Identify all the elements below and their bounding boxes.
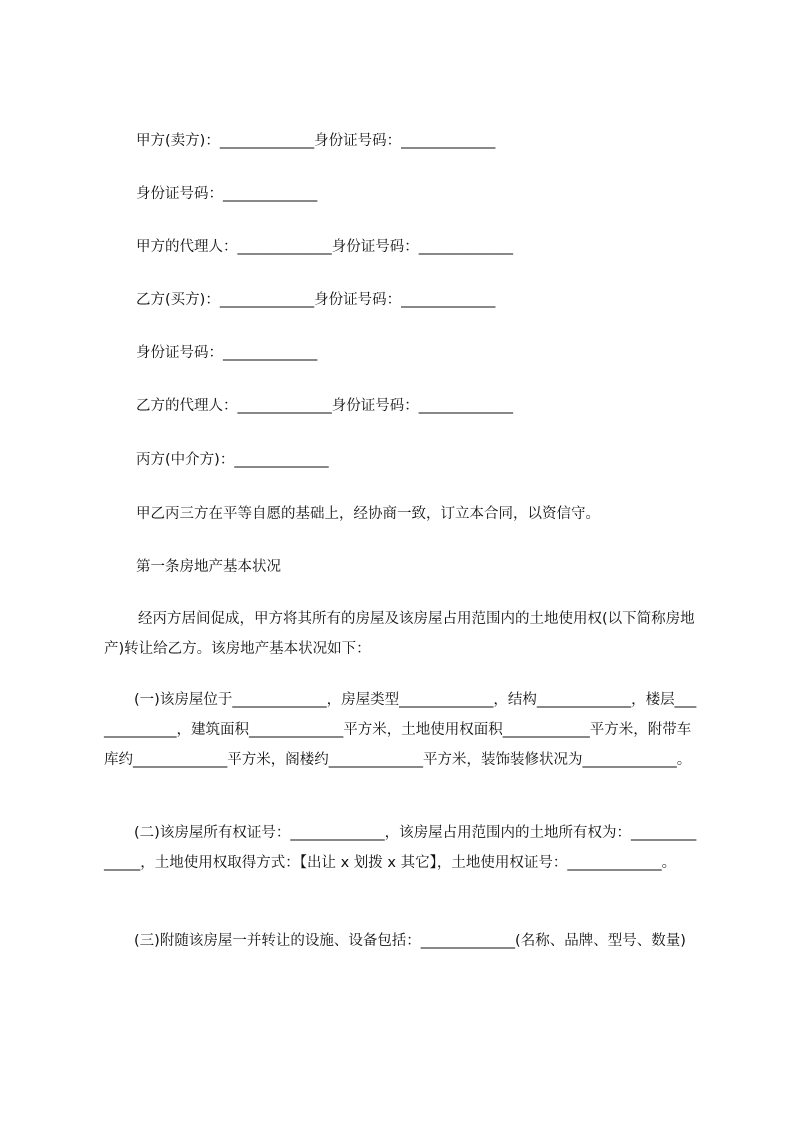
party-a-line: 甲方(卖方)：_____________身份证号码：_____________ — [136, 133, 496, 149]
item-3-paragraph: (三)附随该房屋一并转让的设施、设备包括：_____________(名称、品牌、型号、数量) — [134, 933, 686, 949]
item-1-paragraph: (一)该房屋位于_____________，房屋类型_____________，结构_____________，楼层_____________，建筑面积_____________平方米，土地使用权面积____________平方米，附带车库约_____________平方米，阁楼约_____________平方米，装饰装修状况为_____________。 — [104, 692, 697, 768]
item-2-paragraph: (二)该房屋所有权证号：_____________，该房屋占用范围内的土地所有权为：______________，土地使用权取得方式：【出让 x 划拨 x 其它】，土地使用权证号：_____________。 — [104, 825, 697, 871]
party-a-agent-line: 甲方的代理人：_____________身份证号码：_____________ — [136, 239, 513, 255]
party-b-id-line: 身份证号码：_____________ — [136, 345, 318, 361]
party-a-id-line: 身份证号码：_____________ — [136, 186, 318, 202]
intro-text: 甲乙丙三方在平等自愿的基础上，经协商一致，订立本合同，以资信守。 — [136, 506, 600, 522]
article-title: 第一条房地产基本状况 — [136, 559, 281, 575]
party-b-agent-line: 乙方的代理人：_____________身份证号码：_____________ — [136, 398, 513, 414]
article-paragraph: 经丙方居间促成，甲方将其所有的房屋及该房屋占用范围内的土地使用权(以下简称房地产)转让给乙方。该房地产基本状况如下： — [104, 611, 695, 657]
party-b-line: 乙方(买方)：_____________身份证号码：_____________ — [136, 292, 496, 308]
party-c-line: 丙方(中介方)：_____________ — [136, 452, 329, 468]
